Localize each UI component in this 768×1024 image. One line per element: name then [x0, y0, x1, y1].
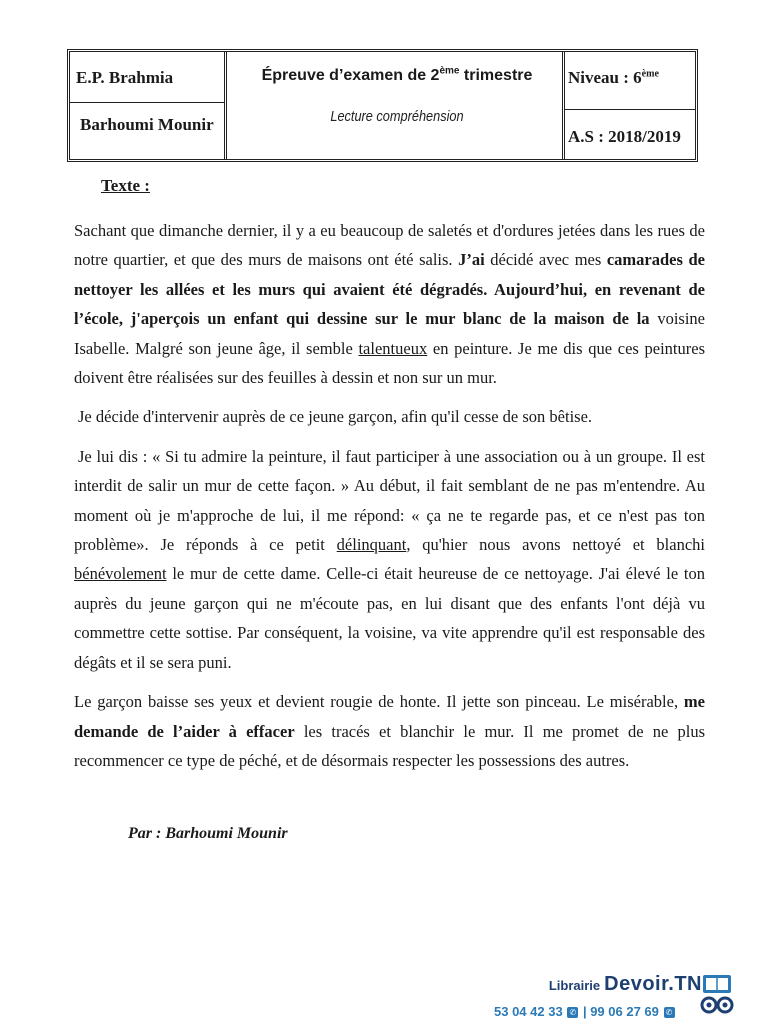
phone-icon: ✆	[664, 1007, 675, 1018]
header-divider	[70, 102, 224, 103]
paragraph: Le garçon baisse ses yeux et devient rougie de honte. Il jette son pinceau. Le misérable, me demande de l’aider à effacer les tracés et blanchir le mur. Il me promet de ne plus recommencer ce type de péché, et de désormais respecter les possessions des autres.	[74, 692, 705, 770]
teacher-name: Barhoumi Mounir	[80, 115, 214, 134]
paragraph: Sachant que dimanche dernier, il y a eu beaucoup de saletés et d'ordures jetées dans les rues de notre quartier, et que des murs de maisons ont été salis. J’ai décidé avec mes camarades de nettoyer les allées et les murs qui avaient été dégradés. Aujourd’hui, en revenant de l’école, j'aperçois un enfant qui dessine sur le mur blanc de la maison de la voisine Isabelle. Malgré son jeune âge, il semble talentueux en peinture. Je me dis que ces peintures doivent être réalisées sur des feuilles à dessin et non sur un mur.	[74, 221, 705, 388]
header-divider	[564, 109, 695, 110]
underlined-word: délinquant	[336, 535, 407, 555]
exam-title: Épreuve d’examen de 2ème trimestre	[261, 65, 533, 84]
school-year: A.S : 2018/2019	[568, 127, 681, 146]
paragraph: Je décide d'intervenir auprès de ce jeune garçon, afin qu'il cesse de son bêtise.	[78, 407, 593, 427]
school-name: E.P. Brahmia	[76, 68, 174, 87]
glasses-book-icon	[700, 973, 734, 1019]
text-heading: Texte :	[101, 176, 150, 195]
phone-icon: ✆	[567, 1007, 578, 1018]
reading-text	[74, 216, 705, 775]
class-level: Niveau : 6ème	[568, 68, 659, 87]
publisher-branding	[494, 973, 734, 1019]
underlined-word: bénévolement	[74, 564, 167, 584]
paragraph: Je lui dis : « Si tu admire la peinture, il faut participer à une association ou à un groupe. Il est interdit de salir un mur de cette façon. » Au début, il fait semblant de ne pas m'entendre. Au moment où je m'approche de lui, il me répond: « ça ne te regarde pas, et ce n'est pas ton problème». Je réponds à ce petit délinquant, qu'hier nous avons nettoyé et blanchi bénévolement le mur de cette dame. Celle-ci était heureuse de ce nettoyage. J'ai élevé le ton auprès du jeune garçon qui ne m'écoute pas, en lui disant que des enfants l'ont déjà vu commettre cette sottise. Par conséquent, la voisine, va vite apprendre qu'il est responsable des dégâts et il se sera puni.	[74, 446, 705, 672]
header-divider	[224, 52, 227, 159]
brand-phones: 53 04 42 33 ✆ | 99 06 27 69 ✆	[494, 1004, 676, 1019]
exam-subject: Lecture compréhension	[330, 108, 464, 125]
header-table	[67, 49, 698, 162]
brand-name: Librairie Devoir.TN	[548, 973, 702, 995]
author-signature: Par : Barhoumi Mounir	[128, 825, 288, 842]
underlined-word: talentueux	[358, 338, 428, 358]
